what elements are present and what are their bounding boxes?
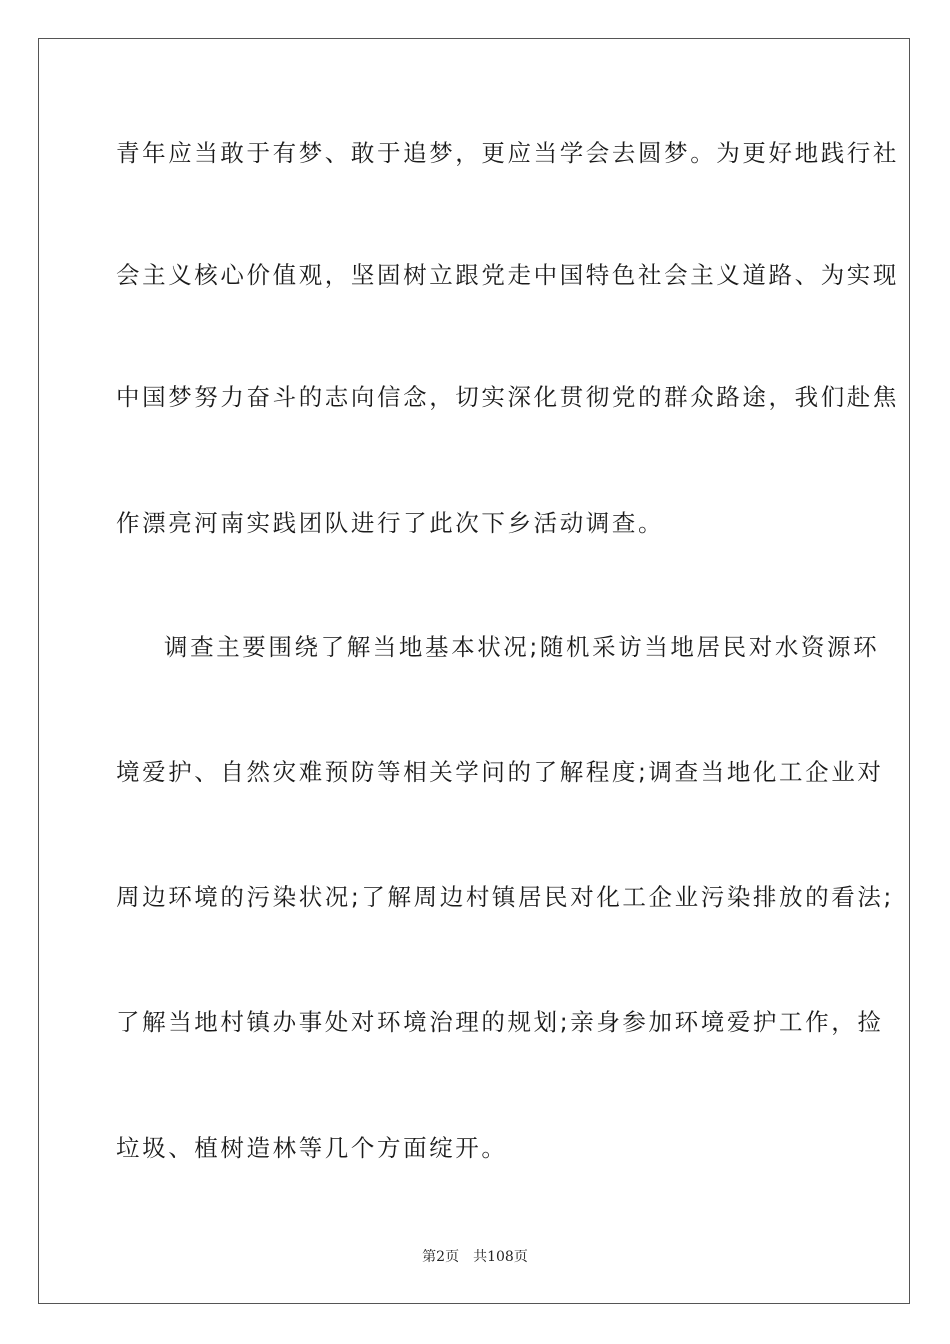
paragraph-line: 垃圾、植树造林等几个方面绽开。 [116,1134,508,1162]
paragraph-line: 作漂亮河南实践团队进行了此次下乡活动调查。 [116,509,665,537]
page-border [38,38,910,1304]
paragraph-line: 周边环境的污染状况;了解周边村镇居民对化工企业污染排放的看法; [116,883,894,911]
paragraph-line: 会主义核心价值观，坚固树立跟党走中国特色社会主义道路、为实现 [116,261,899,289]
page-footer [0,1248,950,1266]
page-number: 第2页 [422,1249,460,1265]
paragraph-line: 调查主要围绕了解当地基本状况;随机采访当地居民对水资源环 [164,633,880,661]
page-total: 共108页 [473,1249,528,1265]
paragraph-line: 境爱护、自然灾难预防等相关学问的了解程度;调查当地化工企业对 [116,758,884,786]
paragraph-line: 了解当地村镇办事处对环境治理的规划;亲身参加环境爱护工作，捡 [116,1008,884,1036]
paragraph-line: 中国梦努力奋斗的志向信念，切实深化贯彻党的群众路途，我们赴焦 [116,383,899,411]
paragraph-line: 青年应当敢于有梦、敢于追梦，更应当学会去圆梦。为更好地践行社 [116,139,899,167]
